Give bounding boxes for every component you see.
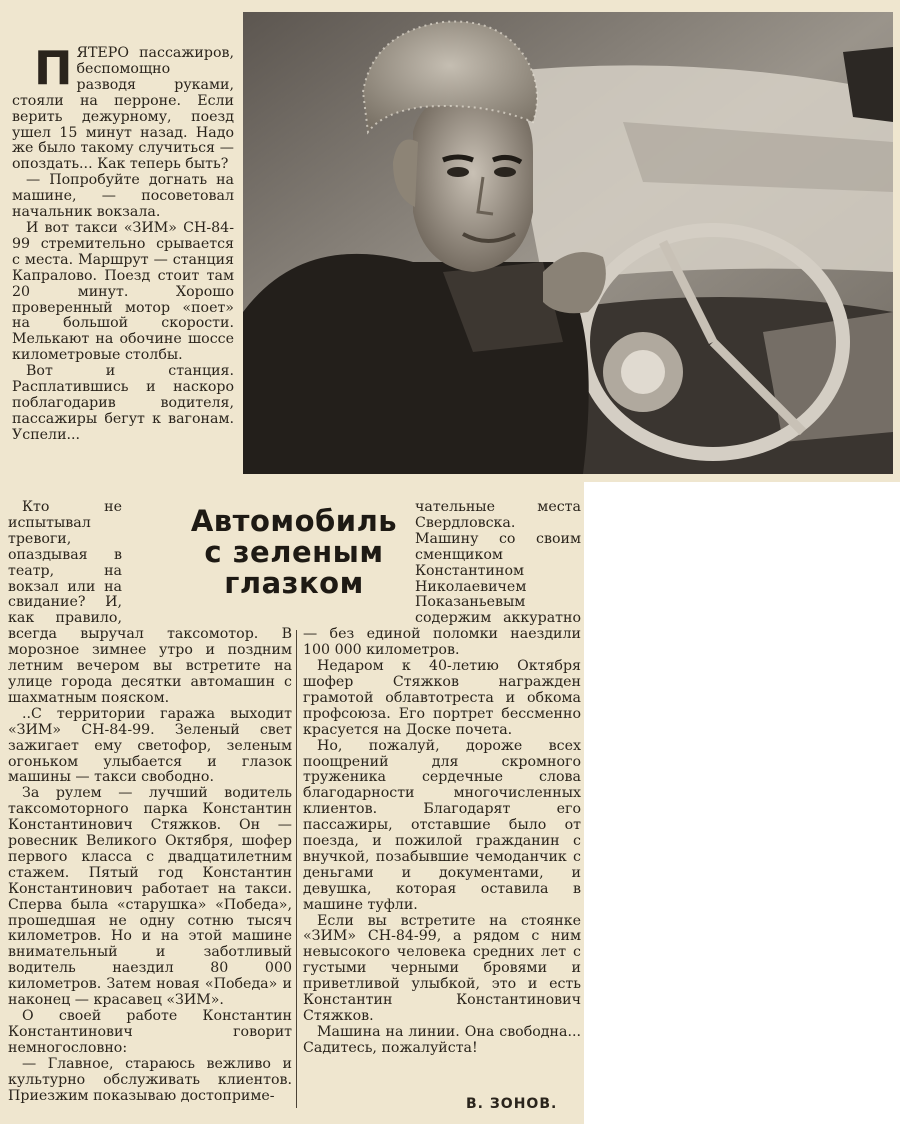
article-column-3 [303, 500, 581, 1057]
column-divider [296, 630, 297, 1108]
article-column-2 [8, 500, 292, 1104]
paragraph: Кто не испытывал тревоги, опаздывая в театр, на вокзал или на свидание? И, как правило, всегда выручал таксомотор. В морозное зимнее утро и поздним летним вечером вы встретите на улице города десятки автомашин с шахматным пояском. [8, 499, 292, 706]
headline-gap [303, 500, 415, 618]
paragraph: — Попробуйте догнать на машине, — посоветовал начальник вокзала. [12, 172, 234, 221]
paragraph: И вот такси «ЗИМ» СН-84-99 стремительно срывается с места. Маршрут — станция Капралово. Поезд стоит там 20 минут. Хорошо проверенный мотор «поет» на большой скорости. Мелькают на обочине шоссе километровые столбы. [12, 219, 234, 364]
paragraph: За рулем — лучший водитель таксомоторного парка Константин Константинович Стяжков. Он — ровесник Великого Октября, шофер первого класса с двадцатилетним стажем. Пятый год Константин Константинович работает на такси. Сперва была «старушка» «Победа», прошедшая не одну сотню тысяч километров. Но и на этой машине внимательный и заботливый водитель наездил 80 000 километров. Затем новая «Победа» и наконец — красавец «ЗИМ». [8, 785, 292, 1009]
drop-cap: П [34, 41, 73, 95]
headline-line: глазком [224, 566, 364, 600]
headline-gap [122, 500, 292, 618]
article-column-1 [12, 41, 234, 444]
paragraph: Если вы встретите на стоянке «ЗИМ» СН-84-99, а рядом с ним невысокого человека средних лет с густыми черными бровями и приветливой улыбкой, это и есть Константин Константинович Стяжков. [303, 912, 581, 1024]
paragraph: Машина на линии. Она свободна... Садитесь, пожалуйста! [303, 1023, 581, 1056]
headline-line: с зеленым [204, 535, 384, 569]
paragraph: ..С территории гаража выходит «ЗИМ» СН-84-99. Зеленый свет зажигает ему светофор, зеленым огоньком улыбается и глазок машины — такси свободно. [8, 705, 292, 786]
headline-line: Автомобиль [190, 504, 398, 538]
paragraph: ЯТЕРО пассажиров, беспомощно разводя руками, стояли на перроне. Если верить дежурному, поезд ушел 15 минут назад. Надо же было такому случиться — опоздать... Как теперь быть? [12, 45, 234, 173]
driver-portrait-photo [243, 12, 893, 474]
byline: В. ЗОНОВ. [466, 1096, 558, 1112]
paragraph: Но, пожалуй, дороже всех поощрений для скромного труженика сердечные слова благодарности многочисленных клиентов. Благодарят его пассажиры, отставшие было от поезда, и пожилой гражданин с внучкой, позабывшие чемоданчик с деньгами и документами, и девушка, которая оставила в машине туфли. [303, 737, 581, 913]
paragraph: чательные места Свердловска. Машину со своим сменщиком Константином Николаевичем Показаньевым содержим аккуратно — без единой поломки наездили 100 000 километров. [303, 499, 581, 659]
paragraph: О своей работе Константин Константинович говорит немногословно: [8, 1008, 292, 1056]
paragraph: Вот и станция. Расплатившись и наскоро поблагодарив водителя, пассажиры бегут к вагонам. Успели... [12, 363, 234, 443]
paragraph: — Главное, стараюсь вежливо и культурно обслуживать клиентов. Приезжим показываю достоприме- [8, 1055, 292, 1104]
paragraph: Недаром к 40-летию Октября шофер Стяжков награжден грамотой облавтотреста и обкома профсоюза. Его портрет бессменно красуется на Доске почета. [303, 658, 581, 738]
taxi-driver-photo-icon [243, 12, 893, 474]
